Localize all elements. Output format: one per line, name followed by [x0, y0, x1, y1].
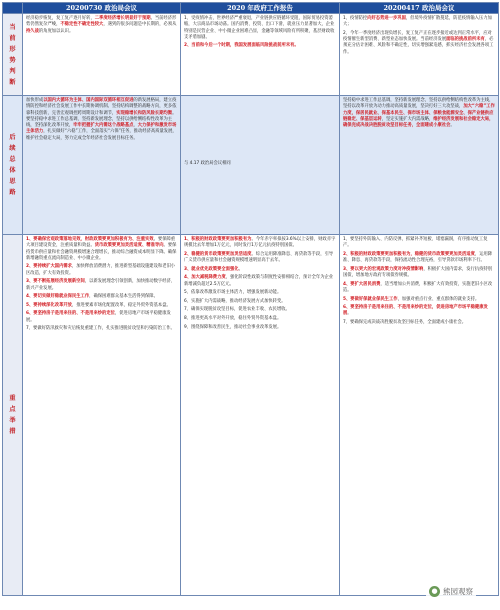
cell-paragraph: [343, 267, 495, 280]
cell-paragraph: [26, 16, 177, 35]
page: [0, 2, 500, 610]
highlight-text: 2、稳健的货币政策要更加灵活适度: [184, 251, 252, 257]
body-text: 8、推进更高水平对外开放，稳住外贸外资基本盘。: [184, 316, 282, 322]
cell-paragraph: [184, 252, 336, 265]
body-text: 。: [347, 311, 352, 317]
body-text: 7、确保实现脱贫攻坚目标，促进农业丰收、农民增收。: [184, 307, 290, 313]
body-text: ，但境外疫情扩散蔓延，防范疫情输入压力加大；: [343, 16, 492, 28]
cell-measures-col1: [23, 235, 181, 596]
highlight-text: 向好态势进一步巩固: [367, 16, 406, 21]
cell-paragraph: [184, 325, 336, 331]
body-text: ，以新发展理念引领创新，加快推动数字经济、新兴产业发展。: [26, 279, 176, 291]
row-label-key-measures: 重点举措: [3, 235, 23, 596]
body-text: 经济稳步恢复，复工复产逐月好转，: [26, 16, 95, 21]
highlight-text: 5、要持续深化改革开放: [26, 302, 72, 308]
row-label-overall-approach: 后续总体思路: [3, 96, 23, 235]
cell-paragraph: [184, 16, 336, 41]
row-current-situation: [3, 14, 499, 96]
cell-paragraph: [184, 275, 336, 288]
cell-paragraph: [184, 299, 336, 305]
body-text: ，确保困难群众基本生活得到保障。: [89, 294, 158, 300]
cell-paragraph: [343, 297, 495, 303]
cell-paragraph: [184, 316, 336, 322]
cell-situation-col3: [340, 14, 499, 96]
highlight-text: 以国内大循环为主体、国内国际双循环相互促进: [43, 98, 134, 103]
cell-paragraph: [184, 290, 336, 296]
body-text: ，适当增加公共消费，积极扩大有效投资，实施老旧小区改造。: [343, 281, 493, 293]
highlight-text: 5、要做好保就业保民生工作: [343, 296, 398, 302]
cell-paragraph: [343, 305, 495, 318]
cell-paragraph: [26, 326, 177, 332]
highlight-text: 4、要切实做好稳就业保民生工作: [26, 294, 90, 300]
highlight-text: 2、当前和今后一个时期，我国发展面临风险挑战前所未有。: [184, 43, 299, 49]
highlight-text: 货币政策要更加灵活适度、精准导向: [94, 243, 164, 249]
row-key-measures: [3, 235, 499, 596]
highlight-text: 4、要扩大居民消费: [343, 281, 381, 287]
body-text: 加快形成: [26, 98, 44, 103]
cell-approach-col1: [23, 96, 181, 235]
body-text: ，遇到的很多问题是中长期的，必须从: [103, 22, 177, 28]
highlight-text: 实现稳增长和防风险长期均衡: [116, 110, 173, 116]
highlight-text: 面临的挑战前所未有: [446, 37, 485, 43]
body-text: 与 4.17 政治局会议相同: [184, 160, 231, 166]
body-text: ，推进要素市场化配置改革，稳定外贸外资基本盘。: [71, 302, 171, 308]
body-text: ，加快释放消费潜力，推进新型基础设施建设和老旧小区改造，扩大有效投资。: [26, 264, 176, 276]
highlight-text: 6、要坚持房子是用来住的、不是用来炒的定位: [26, 311, 115, 317]
highlight-text: 1、要确保宏观政策落地见效，财政政策要更加积极有为、注重实效: [26, 237, 154, 242]
cell-paragraph: [26, 237, 177, 262]
body-text: 。今年赤字率拟按3.6%以上安排，财政赤字规模比去年增加1万亿元，同时发行1万亿元抗疫特别国债。: [184, 237, 336, 249]
highlight-text: 1、积极的财政政策要更加积极有为: [184, 237, 252, 242]
watermark: [426, 585, 476, 598]
cell-paragraph: [343, 98, 495, 129]
cell-paragraph: [26, 311, 177, 324]
body-text: 的角度加以认识。: [38, 28, 74, 34]
highlight-text: 维护经济发展和社会稳定大局，确保完成决战决胜脱贫攻坚目标任务，全面建成小康社会: [343, 116, 494, 129]
body-text: ，扎实做好“六稳”工作，全面落实“六保”任务，推动经济高质量发展，维护社会稳定大局，努力完成全年经济社会发展目标任务。: [26, 129, 177, 141]
body-text: ，强化阶段性政策与制度性安排相结合，预计全年为企业新增减负超过2.5万亿元。: [184, 275, 334, 287]
body-text: ，: [133, 123, 138, 129]
header-row: [3, 3, 499, 14]
body-text: 。: [450, 123, 455, 129]
cell-approach-col3: [340, 96, 499, 235]
highlight-text: 6、要坚持房子是用来住的、不是用来炒的定位，促进房地产市场平稳健康发展: [343, 305, 488, 317]
body-text: ，运用降准、降息、再贷款等手段，保持流动性合理充裕，引导贷款市场利率下行。: [343, 251, 493, 264]
cell-measures-col2: [181, 235, 340, 596]
highlight-text: 3、要不断拓展经济发展新空间: [26, 279, 85, 285]
body-text: ，积极扩大国内需求，发行抗疫特别国债，增加地方政府专项债券规模。: [343, 266, 493, 279]
highlight-text: 加大“六稳”工作力度，保居民就业、保基本民生、保市场主体、保粮食能源安全、保产业链供应链稳定、保基层运转: [343, 104, 495, 122]
body-text: 2、今年一季度经济出现负增长，复工复产正在逐步接近或达到正常水平，应对疫情催生新型消费、新型业态加快发展。当前经济发展: [343, 30, 492, 43]
highlight-text: 二季度经济增长明显好于预期: [94, 16, 151, 21]
body-text: 5、依靠改革激发市场主体活力，增强发展新动能。: [184, 290, 282, 296]
wechat-icon: ●: [429, 586, 440, 597]
header-col1: 20200730 政治局会议: [23, 3, 181, 14]
row-label-current-situation: 当前形势判断: [3, 14, 23, 96]
body-text: 7、要确保完成决战决胜脱贫攻坚目标任务，全面建成小康社会。: [343, 320, 467, 326]
cell-paragraph: [26, 98, 177, 142]
highlight-text: 4、加大减税降费力度: [184, 275, 226, 281]
body-text: 。要坚持稳中求进工作总基调，坚持新发展理念，坚持以供给侧结构性改革为主线，坚持深化改革开放，: [26, 110, 177, 129]
body-text: ，促进房地产市场平稳健康发展。: [26, 311, 171, 323]
body-text: 。要保障重大项目建设资金，注重质量和效益。: [26, 237, 176, 249]
cell-approach-col2: [181, 96, 340, 235]
cell-paragraph: [343, 16, 495, 29]
body-text: ，加强对重点行业、重点群体的就业支持。: [397, 296, 480, 302]
header-col2: 2020 年政府工作报告: [181, 3, 340, 14]
cell-paragraph: [184, 307, 336, 313]
body-text: 9、围绕保障和改善民生，推动社会事业改革发展。: [184, 324, 282, 330]
cell-paragraph: [343, 31, 495, 56]
body-text: 。综合运用降准降息、再贷款等手段，引导广义货币供应量和社会融资规模增速明显高于去年。: [184, 251, 334, 264]
highlight-text: 大力保护和激发市场主体活力: [26, 123, 177, 135]
header-corner: [3, 3, 23, 14]
body-text: ，坚定实施扩大内需战略，: [381, 116, 434, 122]
body-text: 的新发展格局，建立疫情防控和经济社会发展工作中长期协调机制。坚持结构调整的战略方向，更多依靠科技创新，完善宏观调控跨周期设计和调节，: [26, 98, 177, 116]
row-overall-approach: [3, 96, 499, 235]
cell-paragraph: [26, 294, 177, 300]
body-text: 坚持稳中求进工作总基调，坚持新发展理念，坚持以供给侧结构性改革为主线，坚持以改革开放为动力推动高质量发展，坚决打好三大攻坚战，: [343, 98, 494, 110]
highlight-text: 持久战: [26, 28, 39, 34]
body-text: 1、受疫情冲击，世界经济严重衰退，产业链供应链循环受阻，国际贸易投资萎缩，大宗商品市场动荡。国内消费、投资、出口下滑，就业压力显著加大，企业特别是民营企业、中小微企业困难凸显，金融等领域风险有所积聚，基层财政收支矛盾加剧。: [184, 16, 335, 40]
body-text: 。要保持货币供应量和社会融资规模增速合理增长，推动综合融资成本明显下降。确保新增融资重点流向制造业、中小微企业。: [26, 243, 177, 261]
highlight-text: 2、要持续扩大国内需求: [26, 264, 72, 270]
highlight-text: 不稳定性不确定性较大: [60, 22, 104, 28]
cell-paragraph: [343, 320, 495, 326]
highlight-text: 3、就业优先政策要全面强化: [184, 266, 239, 272]
cell-paragraph: [26, 264, 177, 277]
cell-measures-col3: [340, 235, 499, 596]
highlight-text: 2、积极的财政政策要更加积极有为，稳健的货币政策要更加灵活适度: [343, 251, 475, 257]
cell-paragraph: [184, 161, 336, 167]
cell-situation-col2: [181, 14, 340, 96]
cell-paragraph: [343, 237, 495, 250]
cell-paragraph: [184, 237, 336, 250]
body-text: 1、疫情防控: [343, 16, 368, 21]
header-col3: 20200417 政治局会议: [340, 3, 499, 14]
body-text: 。: [238, 266, 243, 272]
body-text: ，必须充分估计困难、风险和不确定性，切实增强紧迫感，抓实经济社会发展各项工作。: [343, 37, 494, 55]
cell-paragraph: [343, 252, 495, 265]
body-text: 1、要坚持外防输入、内防反弹，抓紧补齐短板、堵塞漏洞，有序推动复工复产。: [343, 237, 488, 249]
cell-paragraph: [26, 303, 177, 309]
cell-paragraph: [184, 43, 336, 49]
watermark-label: 熊园观察: [443, 587, 473, 596]
cell-paragraph: [184, 267, 336, 273]
highlight-text: 牢牢把握扩大内需这个战略基点: [73, 123, 134, 129]
comparison-table: [2, 2, 499, 596]
cell-paragraph: [26, 279, 177, 292]
body-text: 6、实施扩大内需战略，推动经济发展方式加快转变。: [184, 298, 286, 304]
cell-situation-col1: [23, 14, 181, 96]
body-text: 。当前经济形势仍然复杂严峻，: [26, 16, 177, 28]
cell-paragraph: [343, 282, 495, 295]
body-text: 7、要做好防汛救灾和灾后恢复重建工作，扎实推进脱贫攻坚和污染防治工作。: [26, 326, 175, 332]
highlight-text: 3、要以更大的宏观政策力度对冲疫情影响: [343, 266, 424, 272]
